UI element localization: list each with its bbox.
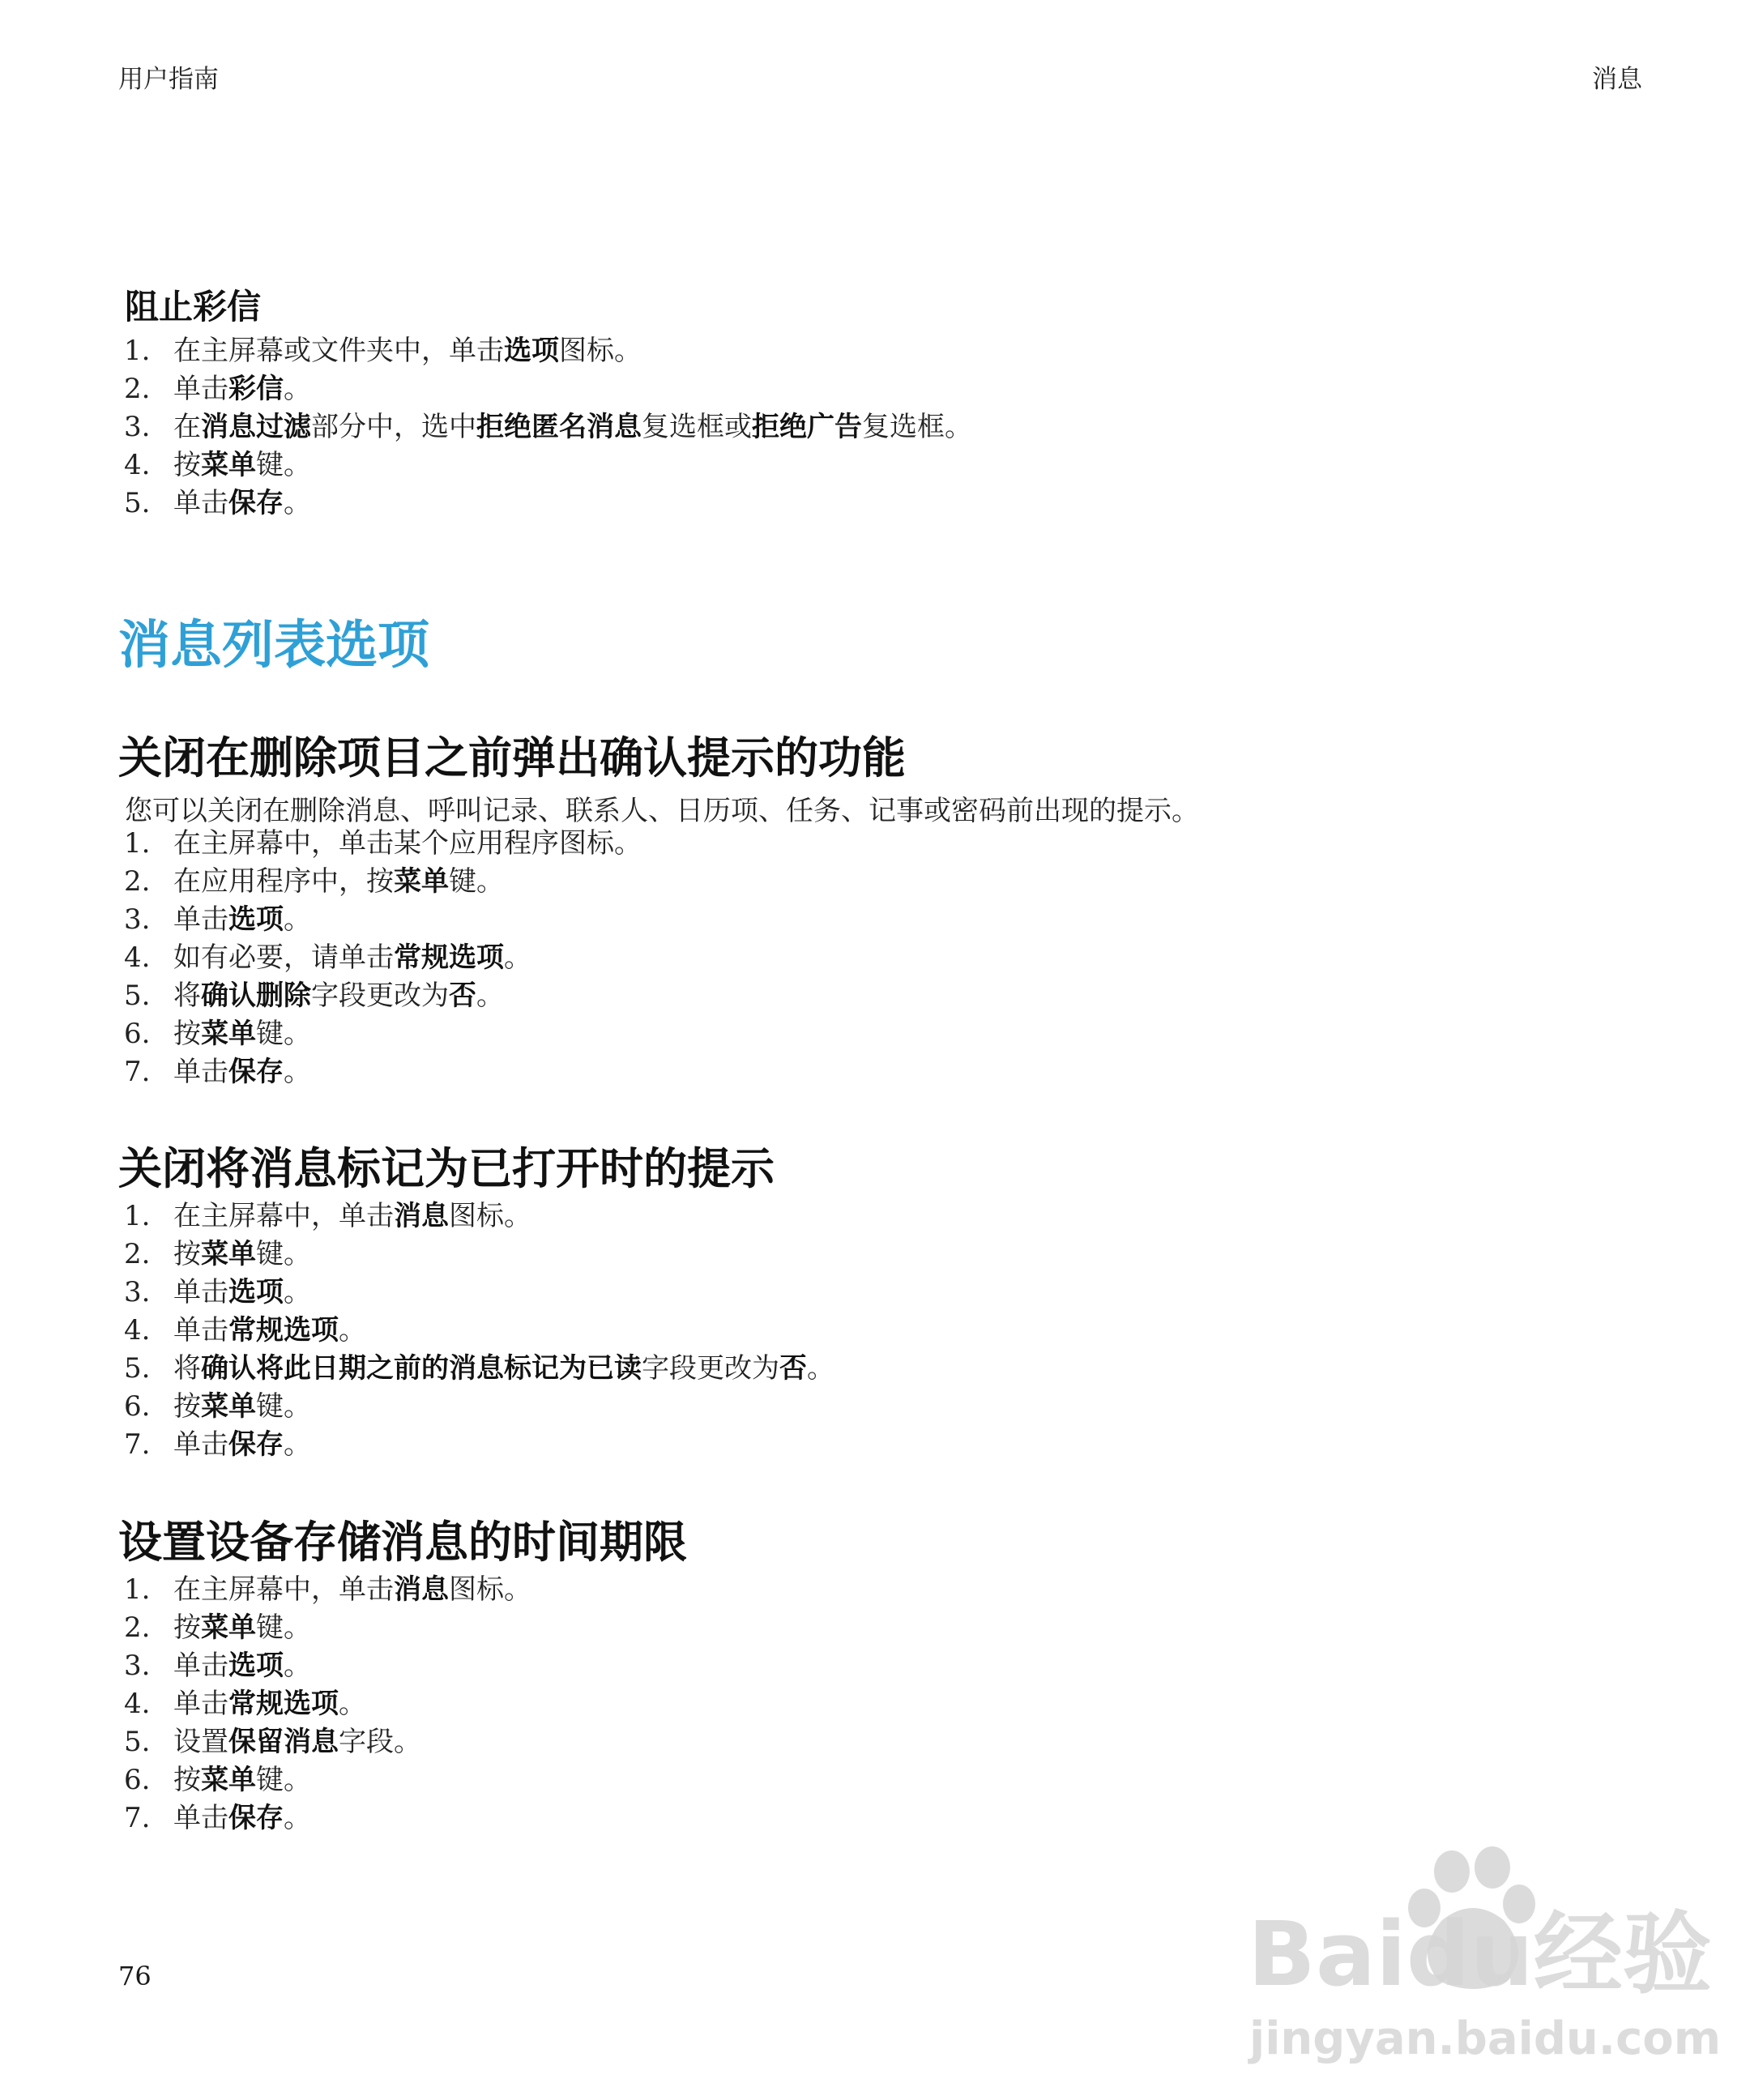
ui-term: 菜单: [201, 1611, 256, 1644]
text-run: 。: [284, 1428, 311, 1461]
watermark-url: jingyan.baidu.com: [1249, 2012, 1722, 2065]
text-run: 按: [173, 1018, 201, 1050]
text-run: 单击: [173, 903, 228, 936]
ui-term: 保存: [228, 1056, 284, 1088]
ui-term: 选项: [228, 903, 284, 936]
ui-term: 保存: [228, 487, 284, 519]
text-run: 。: [476, 980, 504, 1012]
step-text: [173, 1312, 366, 1350]
step-number: 3.: [124, 1650, 151, 1682]
step-text: [173, 1274, 311, 1312]
text-run: 单击: [173, 1314, 228, 1347]
step-text: [173, 901, 311, 939]
step-number: 1.: [124, 1573, 151, 1606]
step-text: [173, 977, 504, 1015]
text-run: 。: [504, 941, 531, 974]
text-run: 字段。: [339, 1726, 421, 1758]
step-number: 5.: [124, 1352, 151, 1385]
text-run: 按: [173, 1611, 201, 1644]
text-run: 将: [173, 1352, 201, 1385]
step-number: 1.: [124, 335, 151, 367]
step-number: 2.: [124, 1611, 151, 1644]
text-run: 单击: [173, 487, 228, 519]
text-run: 键。: [256, 1390, 311, 1423]
step-text: [173, 1647, 311, 1685]
page-number: 76: [118, 1961, 152, 1991]
step-text: [173, 1236, 311, 1274]
ui-term: 否: [449, 980, 476, 1012]
ui-term: 常规选项: [228, 1314, 339, 1347]
text-run: 单击: [173, 1276, 228, 1308]
ui-term: 拒绝匿名消息: [476, 411, 642, 443]
text-run: 在主屏幕中，单击某个应用程序图标。: [173, 827, 642, 860]
step-number: 6.: [124, 1018, 151, 1050]
ui-term: 选项: [228, 1650, 284, 1682]
ui-term: 菜单: [201, 1764, 256, 1796]
text-run: 复选框。: [862, 411, 972, 443]
text-run: 在: [173, 411, 201, 443]
text-run: 按: [173, 1390, 201, 1423]
step-number: 6.: [124, 1764, 151, 1796]
step-number: 5.: [124, 1726, 151, 1758]
ui-term: 否: [779, 1352, 807, 1385]
step-number: 6.: [124, 1390, 151, 1423]
text-run: 键。: [256, 1611, 311, 1644]
text-run: 单击: [173, 1688, 228, 1720]
step-number: 4.: [124, 1688, 151, 1720]
text-run: 部分中，选中: [311, 411, 476, 443]
text-run: 单击: [173, 1802, 228, 1834]
ui-term: 拒绝广告: [752, 411, 862, 443]
intro-disable-delete-prompt: 您可以关闭在删除消息、呼叫记录、联系人、日历项、任务、记事或密码前出现的提示。: [125, 795, 1199, 827]
ui-term: 常规选项: [228, 1688, 339, 1720]
text-run: 字段更改为: [311, 980, 449, 1012]
step-text: [173, 1350, 834, 1388]
text-run: 。: [284, 1802, 311, 1834]
text-run: 在主屏幕中，单击: [173, 1573, 394, 1606]
step-number: 7.: [124, 1056, 151, 1088]
ui-term: 确认将此日期之前的消息标记为已读: [201, 1352, 642, 1385]
text-run: 键。: [256, 1764, 311, 1796]
text-run: 在主屏幕中，单击: [173, 1200, 394, 1232]
text-run: 。: [284, 487, 311, 519]
text-run: 。: [284, 373, 311, 405]
baidu-paw-icon: [1240, 1839, 1722, 2074]
running-header-right: 消息: [1592, 65, 1642, 94]
text-run: 按: [173, 1764, 201, 1796]
step-text: [173, 408, 972, 446]
step-text: [173, 332, 642, 370]
ui-term: 菜单: [201, 449, 256, 481]
text-run: 。: [284, 1056, 311, 1088]
text-run: 将: [173, 980, 201, 1012]
ui-term: 确认删除: [201, 980, 311, 1012]
baidu-watermark-logo: [1240, 1839, 1722, 2074]
ui-term: 消息: [394, 1200, 449, 1232]
ui-term: 消息过滤: [201, 411, 311, 443]
step-text: [173, 1723, 421, 1761]
heading-disable-mark-prompt: 关闭将消息标记为已打开时的提示: [118, 1143, 775, 1194]
step-text: [173, 1799, 311, 1838]
text-run: 在主屏幕或文件夹中，单击: [173, 335, 504, 367]
step-text: [173, 1388, 311, 1426]
text-run: 图标。: [559, 335, 642, 367]
step-number: 3.: [124, 411, 151, 443]
text-run: 设置: [173, 1726, 228, 1758]
ui-term: 菜单: [201, 1390, 256, 1423]
text-run: 单击: [173, 1650, 228, 1682]
ui-term: 菜单: [201, 1238, 256, 1270]
step-text: [173, 446, 311, 484]
text-run: 。: [284, 1276, 311, 1308]
text-run: 在应用程序中，按: [173, 865, 394, 898]
step-text: [173, 1426, 311, 1464]
text-run: 键。: [256, 1238, 311, 1270]
step-number: 2.: [124, 1238, 151, 1270]
step-number: 1.: [124, 1200, 151, 1232]
text-run: 。: [339, 1688, 366, 1720]
watermark-brand: Baidu经验: [1248, 1902, 1712, 2006]
heading-disable-delete-prompt: 关闭在删除项目之前弹出确认提示的功能: [118, 732, 906, 783]
ui-term: 消息: [394, 1573, 449, 1606]
step-number: 4.: [124, 941, 151, 974]
text-run: 键。: [449, 865, 504, 898]
step-number: 2.: [124, 865, 151, 898]
text-run: 字段更改为: [642, 1352, 779, 1385]
step-text: [173, 1571, 531, 1609]
step-text: [173, 863, 504, 901]
step-text: [173, 1053, 311, 1091]
step-number: 1.: [124, 827, 151, 860]
step-number: 5.: [124, 487, 151, 519]
text-run: 单击: [173, 1428, 228, 1461]
text-run: 键。: [256, 449, 311, 481]
text-run: 。: [284, 1650, 311, 1682]
ui-term: 选项: [504, 335, 559, 367]
step-number: 3.: [124, 1276, 151, 1308]
step-number: 7.: [124, 1428, 151, 1461]
section-title: 消息列表选项: [118, 616, 429, 676]
step-number: 4.: [124, 449, 151, 481]
ui-term: 保存: [228, 1802, 284, 1834]
heading-message-retention: 设置设备存储消息的时间期限: [118, 1517, 687, 1568]
text-run: 键。: [256, 1018, 311, 1050]
ui-term: 菜单: [201, 1018, 256, 1050]
text-run: 单击: [173, 373, 228, 405]
step-number: 7.: [124, 1802, 151, 1834]
step-text: [173, 939, 531, 977]
ui-term: 保留消息: [228, 1726, 339, 1758]
ui-term: 常规选项: [394, 941, 504, 974]
text-run: 图标。: [449, 1200, 531, 1232]
step-text: [173, 484, 311, 523]
step-text: [173, 1197, 531, 1236]
step-text: [173, 1685, 366, 1723]
running-header-left: 用户指南: [118, 65, 219, 94]
step-number: 5.: [124, 980, 151, 1012]
text-run: 复选框或: [642, 411, 752, 443]
text-run: 如有必要，请单击: [173, 941, 394, 974]
step-text: [173, 1609, 311, 1647]
text-run: 。: [807, 1352, 834, 1385]
step-number: 3.: [124, 903, 151, 936]
ui-term: 保存: [228, 1428, 284, 1461]
text-run: 按: [173, 449, 201, 481]
ui-term: 选项: [228, 1276, 284, 1308]
heading-block-mms: 阻止彩信: [125, 287, 262, 327]
ui-term: 彩信: [228, 373, 284, 405]
text-run: 图标。: [449, 1573, 531, 1606]
step-text: [173, 1761, 311, 1799]
step-text: [173, 825, 642, 863]
ui-term: 菜单: [394, 865, 449, 898]
text-run: 按: [173, 1238, 201, 1270]
text-run: 单击: [173, 1056, 228, 1088]
text-run: 。: [339, 1314, 366, 1347]
step-text: [173, 370, 311, 408]
step-text: [173, 1015, 311, 1053]
step-number: 2.: [124, 373, 151, 405]
text-run: 。: [284, 903, 311, 936]
step-number: 4.: [124, 1314, 151, 1347]
